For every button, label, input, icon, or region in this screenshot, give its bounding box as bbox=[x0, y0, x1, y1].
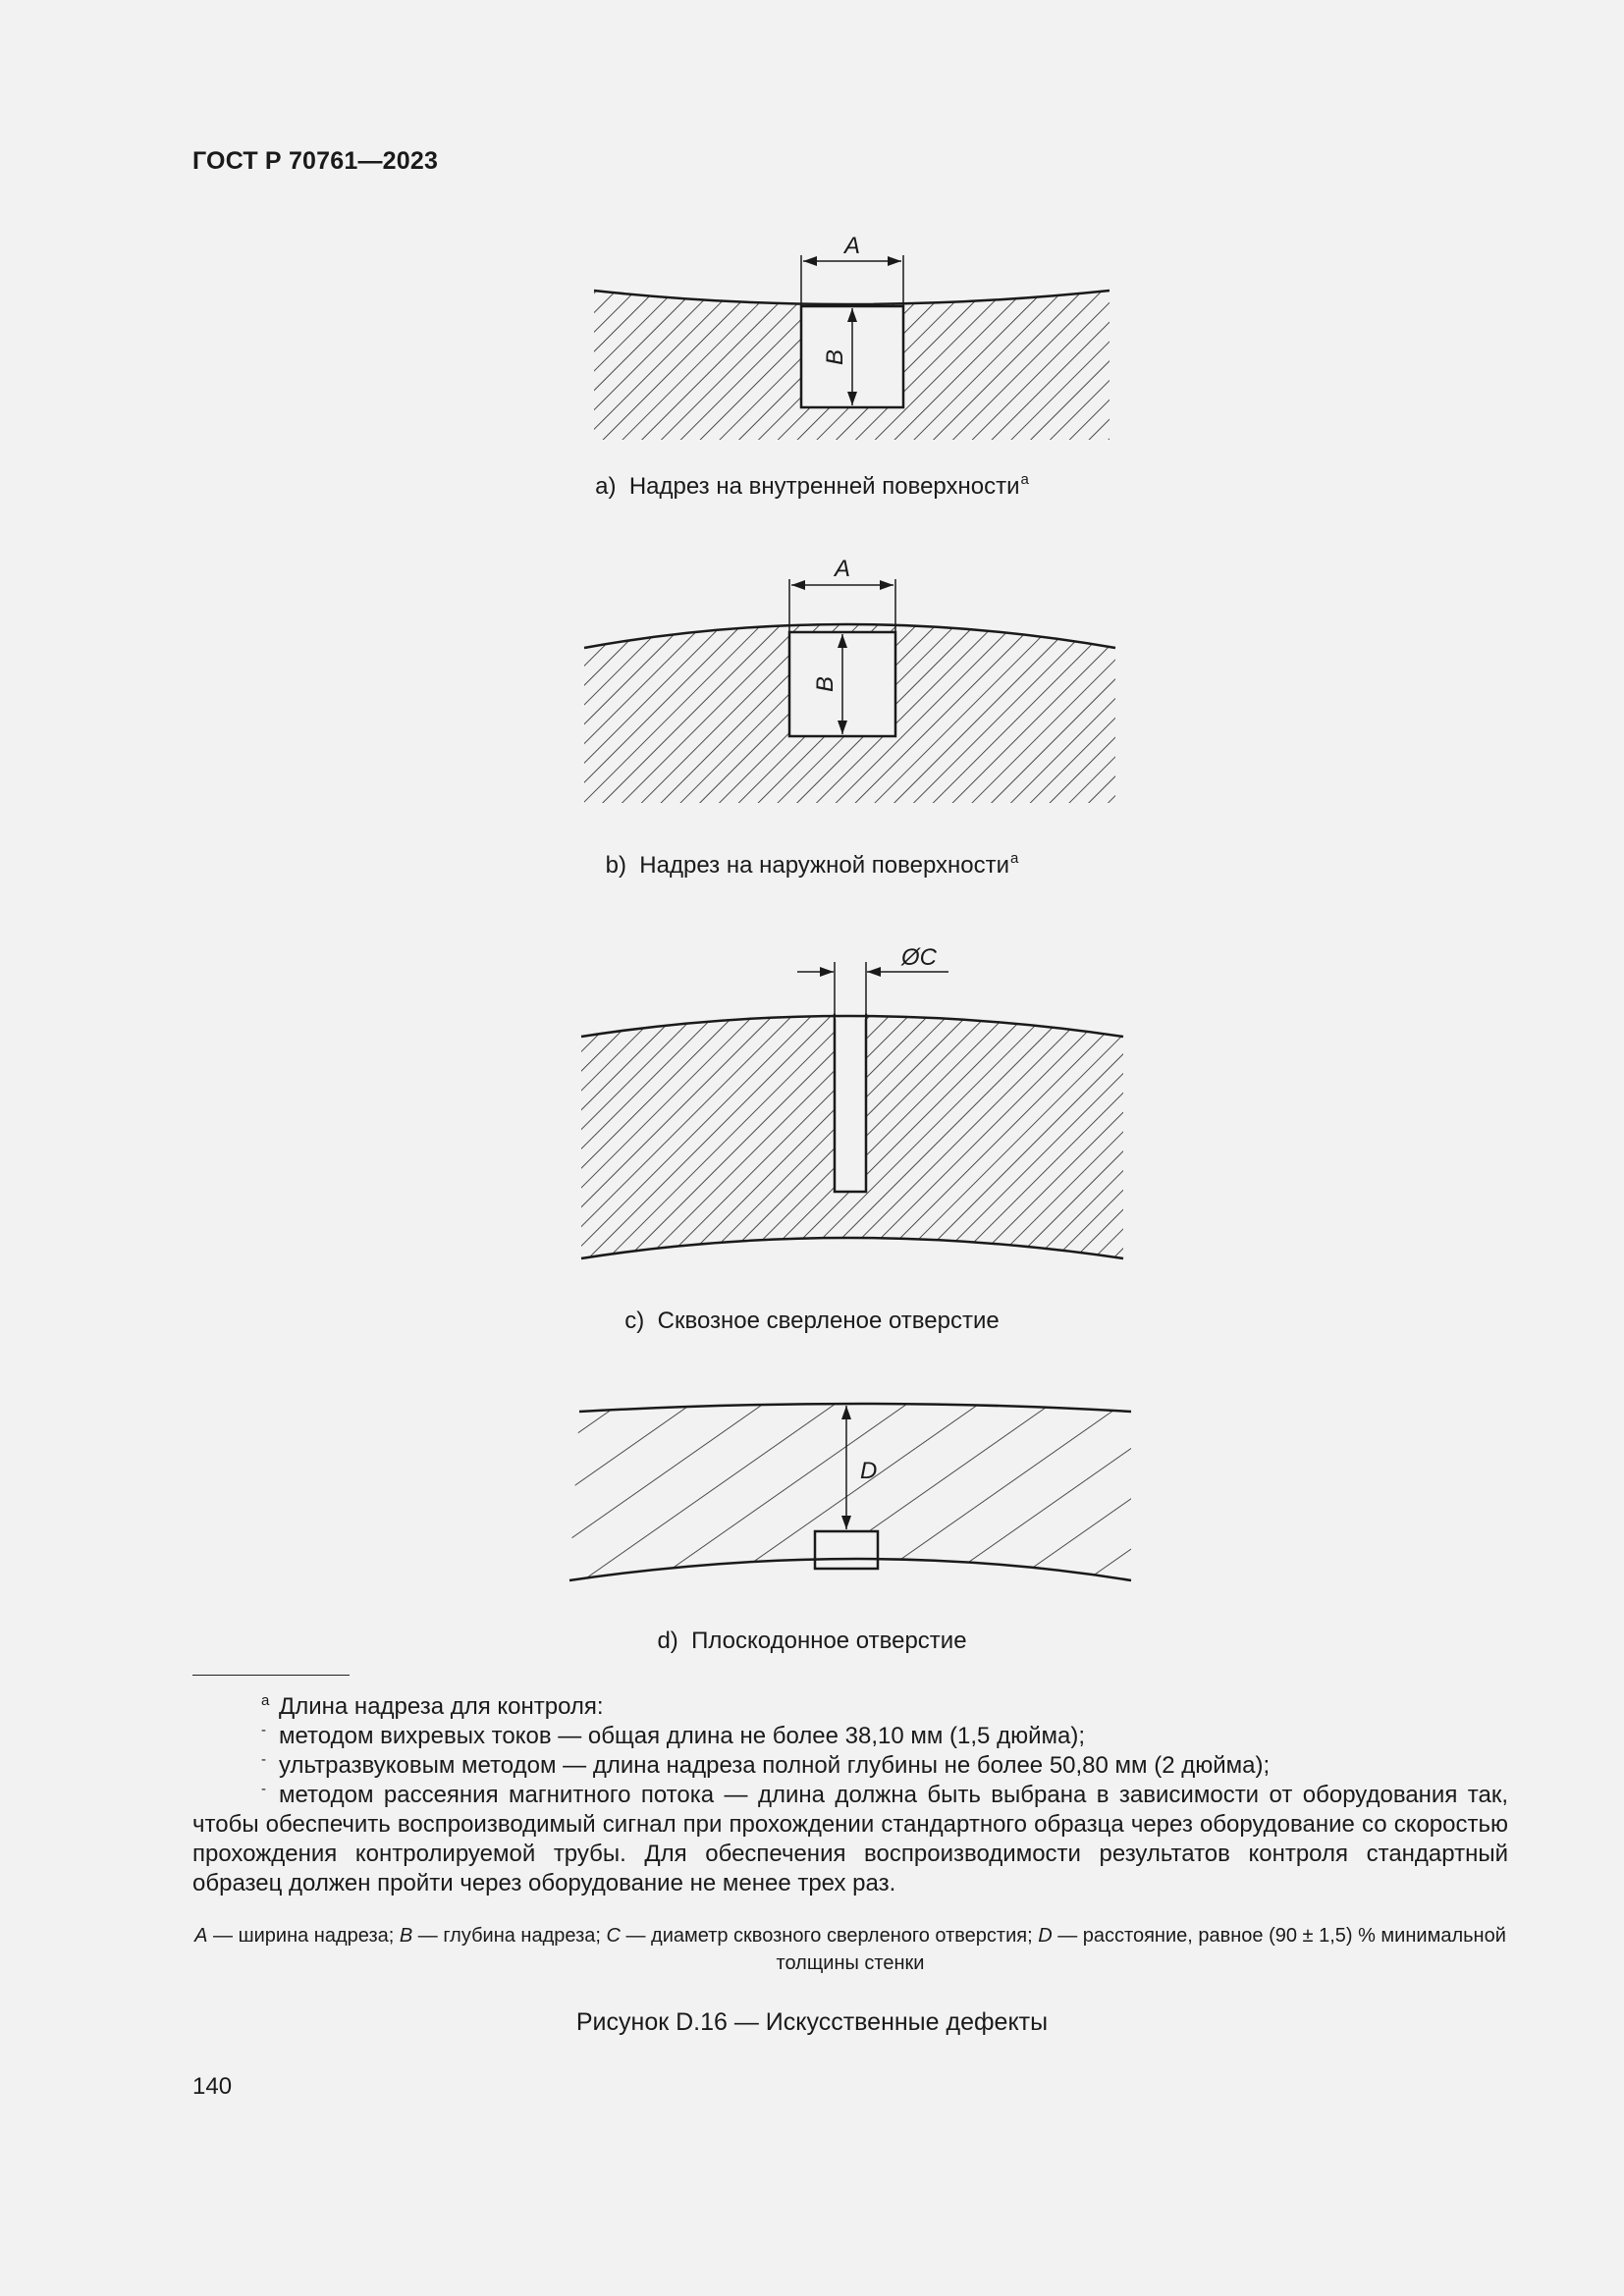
figure-d-caption: d) Плоскодонное отверстие bbox=[657, 1628, 967, 1654]
dim-label-b: B bbox=[822, 348, 848, 366]
document-header: ГОСТ Р 70761—2023 bbox=[192, 147, 439, 175]
page-number: 140 bbox=[192, 2073, 233, 2100]
dim-label-a: A bbox=[843, 233, 861, 259]
figure-c-through-hole bbox=[0, 933, 1624, 1276]
dim-label-c: ØC bbox=[901, 944, 937, 971]
figure-title: Рисунок D.16 — Искусственные дефекты bbox=[575, 2008, 1049, 2036]
symbol-legend: A — ширина надреза; B — глубина надреза; C — диаметр сквозного сверленого отверстия; D — расстояние, равное (90 ± 1,5) % минимальной толщины стенки bbox=[194, 1925, 1506, 1974]
figure-c-caption: c) Сквозное сверленое отверстие bbox=[624, 1308, 1000, 1334]
flat-bottom-hole bbox=[815, 1531, 878, 1569]
footnote-item: - ультразвуковым методом — длина надреза полной глубины не более 50,80 мм (2 дюйма); bbox=[261, 1751, 1271, 1779]
footnote-intro: a Длина надреза для контроля: bbox=[261, 1692, 604, 1720]
figure-a-inner-notch bbox=[0, 226, 1624, 452]
drilled-hole bbox=[835, 1015, 866, 1192]
figure-d-flat-bottom-hole bbox=[0, 1384, 1624, 1600]
dim-label-a: A bbox=[834, 556, 851, 582]
figure-a-caption: a) Надрез на внутренней поверхности$^a$ bbox=[595, 471, 1029, 500]
footnote bbox=[192, 1692, 1508, 1898]
footnote-separator bbox=[192, 1675, 350, 1676]
footnote-item: - методом рассеяния магнитного потока — длина должна быть выбрана в зависимости от оборудования так, чтобы обеспечить воспроизводимый сигнал при прохождении стандартного образца через оборудование со скоростью прохождения контролируемой трубы. Для обеспечения воспроизводимости результатов контроля стандартный образец должен пройти через оборудование не менее трех раз. bbox=[192, 1781, 1508, 1896]
dim-label-b: B bbox=[812, 675, 839, 693]
dim-label-d: D bbox=[860, 1458, 878, 1484]
figure-b-caption: b) Надрез на наружной поверхности$^a$ bbox=[605, 850, 1019, 879]
footnote-item: - методом вихревых токов — общая длина не более 38,10 мм (1,5 дюйма); bbox=[261, 1722, 1085, 1749]
figure-b-outer-notch bbox=[0, 550, 1624, 815]
